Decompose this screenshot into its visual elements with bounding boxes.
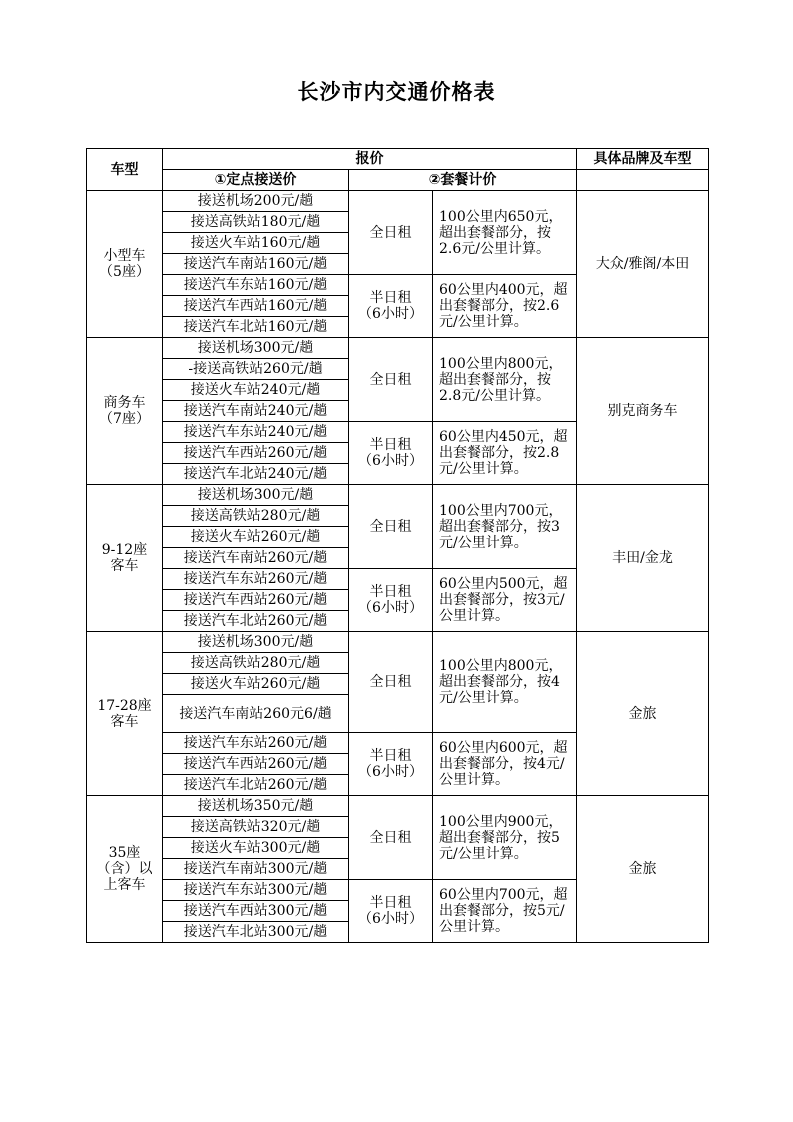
fixed-point-price-cell: 接送汽车西站300元/趟 [163,901,349,922]
half-day-label: 半日租 （6小时） [349,275,433,338]
full-day-label: 全日租 [349,632,433,733]
header-quote: 报价 [163,149,577,170]
fixed-point-price-cell: 接送汽车西站260元/趟 [163,590,349,611]
fixed-point-price-cell: 接送汽车东站260元/趟 [163,733,349,754]
fixed-point-price-cell: 接送机场300元/趟 [163,338,349,359]
full-day-price: 100公里内650元，超出套餐部分，按2.6元/公里计算。 [433,191,577,275]
fixed-point-price-cell: 接送机场200元/趟 [163,191,349,212]
table-row [87,191,709,212]
half-day-label: 半日租 （6小时） [349,569,433,632]
fixed-point-price-cell: 接送机场300元/趟 [163,632,349,653]
half-day-price: 60公里内500元，超出套餐部分，按3元/公里计算。 [433,569,577,632]
half-day-label: 半日租 （6小时） [349,880,433,943]
brand-cell: 金旅 [577,632,709,796]
fixed-point-price-cell: 接送高铁站280元/趟 [163,653,349,674]
full-day-label: 全日租 [349,796,433,880]
brand-cell: 丰田/金龙 [577,485,709,632]
fixed-point-price-cell: 接送高铁站280元/趟 [163,506,349,527]
fixed-point-price-cell: 接送高铁站180元/趟 [163,212,349,233]
header-vehicle-type: 车型 [87,149,163,191]
fixed-point-price-cell: 接送汽车东站260元/趟 [163,569,349,590]
brand-cell: 别克商务车 [577,338,709,485]
subheader-row [87,170,709,191]
full-day-label: 全日租 [349,191,433,275]
fixed-point-price-cell: 接送火车站300元/趟 [163,838,349,859]
fixed-point-price-cell: 接送汽车北站260元/趟 [163,775,349,796]
full-day-price: 100公里内700元，超出套餐部分，按3元/公里计算。 [433,485,577,569]
fixed-point-price-cell: 接送汽车西站160元/趟 [163,296,349,317]
fixed-point-price-cell: 接送机场350元/趟 [163,796,349,817]
fixed-point-price-cell: 接送汽车东站160元/趟 [163,275,349,296]
full-day-price: 100公里内800元，超出套餐部分，按4元/公里计算。 [433,632,577,733]
fixed-point-price-cell: 接送汽车南站300元/趟 [163,859,349,880]
fixed-point-price-cell: 接送高铁站320元/趟 [163,817,349,838]
page-title: 长沙市内交通价格表 [297,80,496,104]
half-day-price: 60公里内450元，超出套餐部分，按2.8元/公里计算。 [433,422,577,485]
table-row [87,485,709,506]
header-brand-blank [577,170,709,191]
fixed-point-price-cell: 接送汽车北站240元/趟 [163,464,349,485]
fixed-point-price-cell: 接送火车站260元/趟 [163,527,349,548]
table-row [87,632,709,653]
brand-cell: 大众/雅阁/本田 [577,191,709,338]
brand-cell: 金旅 [577,796,709,943]
half-day-price: 60公里内600元，超出套餐部分，按4元/公里计算。 [433,733,577,796]
vehicle-type-cell: 35座 （含）以 上客车 [87,796,163,943]
table-row [87,338,709,359]
full-day-label: 全日租 [349,338,433,422]
fixed-point-price-cell: 接送汽车东站300元/趟 [163,880,349,901]
vehicle-type-cell: 小型车 （5座） [87,191,163,338]
header-package: ②套餐计价 [349,170,577,191]
fixed-point-price-cell: 接送汽车西站260元/趟 [163,754,349,775]
fixed-point-price-cell: -接送高铁站260元/趟 [163,359,349,380]
full-day-label: 全日租 [349,485,433,569]
fixed-point-price-cell: 接送汽车北站300元/趟 [163,922,349,943]
header-row [87,149,709,170]
full-day-price: 100公里内800元，超出套餐部分，按2.8元/公里计算。 [433,338,577,422]
fixed-point-price-cell: 接送汽车北站160元/趟 [163,317,349,338]
fixed-point-price-cell: 接送火车站240元/趟 [163,380,349,401]
vehicle-type-cell: 商务车 （7座） [87,338,163,485]
fixed-point-price-cell: 接送汽车北站260元/趟 [163,611,349,632]
half-day-price: 60公里内400元，超出套餐部分，按2.6元/公里计算。 [433,275,577,338]
fixed-point-price-cell: 接送汽车南站240元/趟 [163,401,349,422]
table-row [87,796,709,817]
fixed-point-price-cell: 接送汽车南站160元/趟 [163,254,349,275]
header-brand: 具体品牌及车型 [577,149,709,170]
header-fixed-point: ①定点接送价 [163,170,349,191]
fixed-point-price-cell: 接送火车站260元/趟 [163,674,349,695]
fixed-point-price-cell: 接送汽车东站240元/趟 [163,422,349,443]
fixed-point-price-cell: 接送火车站160元/趟 [163,233,349,254]
fixed-point-price-cell: 接送汽车南站260元6/趟 [163,695,349,733]
fixed-point-price-cell: 接送汽车西站260元/趟 [163,443,349,464]
half-day-label: 半日租 （6小时） [349,733,433,796]
vehicle-type-cell: 17-28座 客车 [87,632,163,796]
half-day-price: 60公里内700元，超出套餐部分，按5元/公里计算。 [433,880,577,943]
half-day-label: 半日租 （6小时） [349,422,433,485]
price-table [86,148,709,943]
fixed-point-price-cell: 接送汽车南站260元/趟 [163,548,349,569]
vehicle-type-cell: 9-12座 客车 [87,485,163,632]
fixed-point-price-cell: 接送机场300元/趟 [163,485,349,506]
full-day-price: 100公里内900元，超出套餐部分，按5元/公里计算。 [433,796,577,880]
